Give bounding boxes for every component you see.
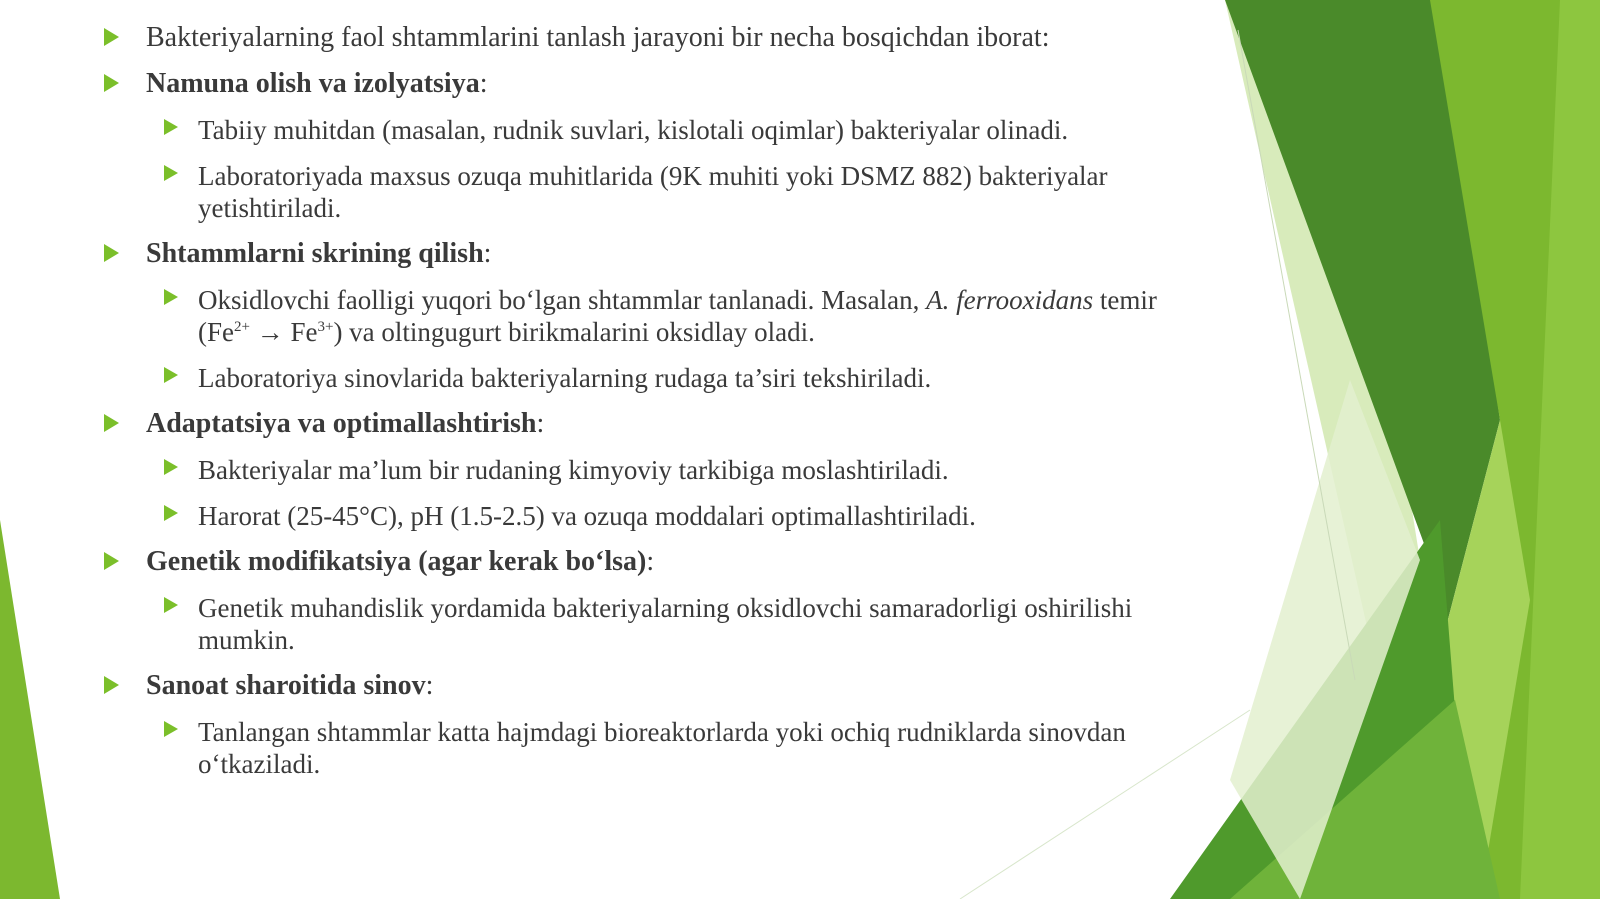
bullet-arrow-icon xyxy=(164,367,178,383)
heading-colon: : xyxy=(536,408,545,439)
bullet-heading-screening xyxy=(100,238,1200,270)
bullet-intro xyxy=(100,22,1200,54)
slide-content xyxy=(100,22,1200,794)
sub-bullet-text: Bakteriyalar ma’lum bir rudaning kimyoviy tarkibiga moslashtiriladi. xyxy=(198,455,949,485)
bullet-heading-text: Sanoat sharoitida sinov xyxy=(146,670,426,701)
bullet-arrow-icon xyxy=(164,505,178,521)
bullet-text: Bakteriyalarning faol shtammlarini tanlash jarayoni bir necha bosqichdan iborat: xyxy=(146,22,1050,53)
bullet-arrow-icon xyxy=(104,414,119,432)
bullet-heading-text: Shtammlarni skrining qilish xyxy=(146,238,484,269)
sub-bullet xyxy=(100,284,1200,348)
sub-bullet xyxy=(100,114,1200,146)
bullet-arrow-icon xyxy=(164,289,178,305)
sub-bullet xyxy=(100,592,1200,656)
bullet-arrow-icon xyxy=(164,721,178,737)
bullet-heading-text: Adaptatsiya va optimallashtirish xyxy=(146,408,537,439)
bullet-heading-text: Namuna olish va izolyatsiya xyxy=(146,68,480,99)
heading-colon: : xyxy=(646,546,655,577)
bullet-arrow-icon xyxy=(104,74,119,92)
bullet-arrow-icon xyxy=(164,165,178,181)
bullet-arrow-icon xyxy=(104,676,119,694)
sub-bullet-text: Tabiiy muhitdan (masalan, rudnik suvlari, kislotali oqimlar) bakteriyalar olinadi. xyxy=(198,115,1069,145)
sub-bullet xyxy=(100,160,1200,224)
bullet-arrow-icon xyxy=(104,244,119,262)
sub-bullet-text-c: → Fe xyxy=(249,317,318,347)
sub-bullet-text-a: Oksidlovchi faolligi yuqori bo‘lgan shtammlar tanlanadi. Masalan, xyxy=(198,285,927,315)
heading-colon: : xyxy=(483,238,492,269)
bullet-heading-industrial xyxy=(100,670,1200,702)
sub-bullet xyxy=(100,362,1200,394)
sub-bullet-text: Tanlangan shtammlar katta hajmdagi bioreaktorlarda yoki ochiq rudniklarda sinovdan o‘tkaziladi. xyxy=(198,717,1126,779)
bullet-arrow-icon xyxy=(164,119,178,135)
left-green-sliver xyxy=(0,520,60,899)
bullet-arrow-icon xyxy=(164,459,178,475)
sub-bullet-text: Laboratoriyada maxsus ozuqa muhitlarida (9K muhiti yoki DSMZ 882) bakteriyalar yetishtiriladi. xyxy=(198,161,1108,223)
sub-bullet-text: Genetik muhandislik yordamida bakteriyalarning oksidlovchi samaradorligi oshirilishi mumkin. xyxy=(198,593,1133,655)
bullet-arrow-icon xyxy=(104,552,119,570)
sub-bullet xyxy=(100,716,1200,780)
bullet-heading-text: Genetik modifikatsiya (agar kerak bo‘lsa) xyxy=(146,546,647,577)
sub-bullet-text-b: temir (Fe xyxy=(198,285,1157,347)
sub-bullet-text-d: ) va oltingugurt birikmalarini oksidlay oladi. xyxy=(333,317,815,347)
heading-colon: : xyxy=(479,68,488,99)
bullet-heading-sampling xyxy=(100,68,1200,100)
sub-bullet-text: Harorat (25-45°C), pH (1.5-2.5) va ozuqa moddalari optimallashtiriladi. xyxy=(198,501,976,531)
heading-colon: : xyxy=(425,670,434,701)
bullet-heading-genetic xyxy=(100,546,1200,578)
sub-bullet-text: Laboratoriya sinovlarida bakteriyalarning rudaga ta’siri tekshiriladi. xyxy=(198,363,932,393)
species-name: A. ferrooxidans xyxy=(926,285,1094,315)
sub-bullet xyxy=(100,454,1200,486)
charge-superscript: 2+ xyxy=(234,319,250,335)
sub-bullet xyxy=(100,500,1200,532)
charge-superscript: 3+ xyxy=(317,319,334,335)
bullet-arrow-icon xyxy=(104,28,119,46)
bullet-heading-adaptation xyxy=(100,408,1200,440)
bullet-arrow-icon xyxy=(164,597,178,613)
